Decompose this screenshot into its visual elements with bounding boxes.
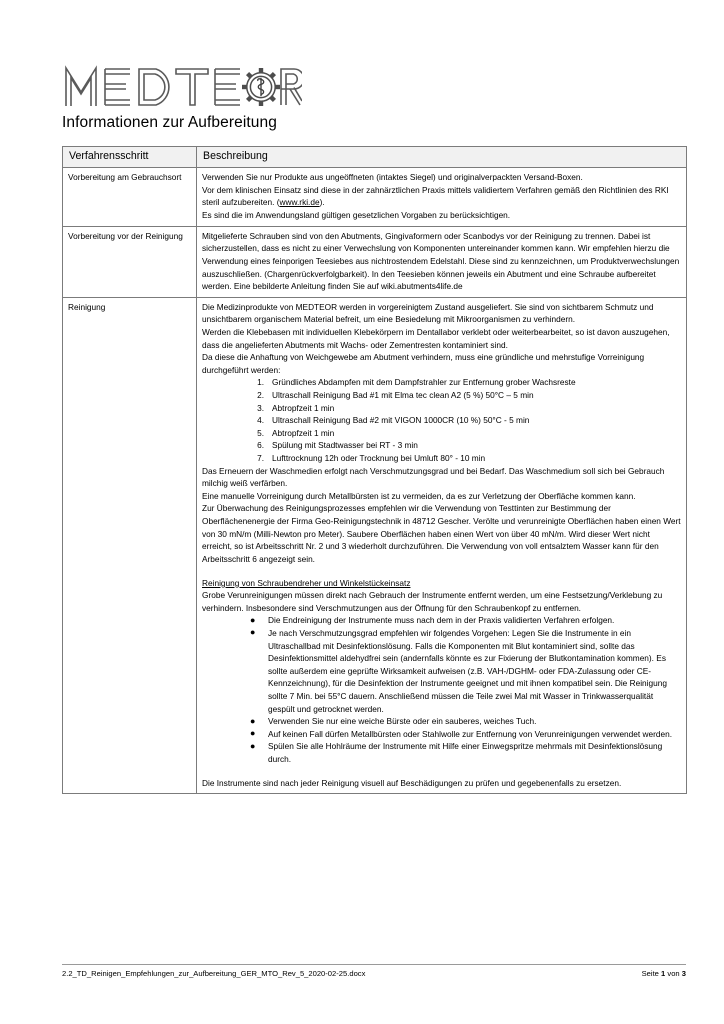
list-item (202, 402, 681, 415)
paragraph: Eine manuelle Vorreinigung durch Metallbürsten ist zu vermeiden, da es zur Verletzung der Oberfläche kommen kann. (202, 490, 636, 501)
gear-asclepius-logo (62, 58, 302, 114)
list-number: 3. (257, 402, 264, 413)
table-row (63, 226, 687, 297)
table-row (63, 168, 687, 226)
list-text: Abtropfzeit 1 min (272, 427, 335, 438)
asclepius-snake-icon (258, 78, 264, 95)
subheading-text: Reinigung von Schraubendreher und Winkelstückeinsatz (202, 577, 411, 588)
list-text: Spülung mit Stadtwasser bei RT - 3 min (272, 440, 418, 451)
bullet-icon: ● (250, 627, 256, 638)
list-item (202, 728, 681, 741)
list-item (202, 452, 681, 465)
list-item (202, 389, 681, 402)
list-text: Abtropfzeit 1 min (272, 402, 335, 413)
preparation-table (62, 146, 687, 794)
bullet-icon: ● (250, 715, 256, 726)
list-item (202, 614, 681, 627)
bullet-icon: ● (250, 728, 256, 739)
list-item (202, 427, 681, 440)
paragraph-closing: Die Instrumente sind nach jeder Reinigung visuell auf Beschädigungen zu prüfen und gegebenenfalls zu ersetzen. (202, 777, 622, 788)
subheading-reinigung-schraubendreher (202, 577, 681, 590)
column-header-beschreibung: Beschreibung (197, 147, 687, 168)
paragraph: Die Medizinprodukte von MEDTEOR werden in vorgereinigtem Zustand ausgeliefert. Sie sind von sichtbarem Schmutz und unsichtbarem organischem Material befreit, um eine Besiedelung mit Mikroorganismen zu verhindern. (202, 301, 654, 325)
table-row (63, 297, 687, 794)
paragraph: Vor dem klinischen Einsatz sind diese in der zahnärztlichen Praxis mittels validiertem Verfahren gemäß den Richtlinien des RKI steril aufzubereiten. (www.rki.de). (202, 184, 669, 208)
step-name-reinigung: Reinigung (63, 297, 197, 794)
list-number: 1. (257, 377, 264, 388)
footer-page-current: 1 (661, 969, 666, 978)
step-name-vorbereitung-vor-der-reinigung: Vorbereitung vor der Reinigung (63, 226, 197, 297)
footer-page-middle: von (667, 969, 680, 978)
spacer (202, 566, 681, 577)
table-header-row (63, 147, 687, 168)
list-item (202, 715, 681, 728)
paragraph: Werden die Klebebasen mit individuellen Klebekörpern im Dentallabor verklebt oder weiterbearbeitet, so ist davon auszugehen, dass die angelieferten Abutments mit Wachs- oder Zementresten kontaminiert sind. (202, 326, 670, 350)
medteor-logo (62, 58, 302, 114)
list-item (202, 627, 681, 715)
spacer (202, 766, 681, 777)
list-item (202, 414, 681, 427)
footer-page-prefix: Seite (641, 969, 659, 978)
bullet-icon: ● (250, 740, 256, 751)
list-item (202, 376, 681, 389)
bullet-icon: ● (250, 614, 256, 625)
instrument-cleaning-bullets (202, 614, 681, 765)
list-number: 4. (257, 415, 264, 426)
list-number: 6. (257, 440, 264, 451)
footer-filename: 2.2_TD_Reinigen_Empfehlungen_zur_Aufbereitung_GER_MTO_Rev_5_2020-02-25.docx (62, 969, 366, 978)
paragraph: Grobe Verunreinigungen müssen direkt nach Gebrauch der Instrumente entfernt werden, um eine Festsetzung/Verklebung zu verhindern. Insbesondere sind Verschmutzungen aus der Öffnung für den Schraubenkopf zu entfernen. (202, 590, 663, 613)
list-text: Je nach Verschmutzungsgrad empfehlen wir folgendes Vorgehen: Legen Sie die Instrumente in ein Ultraschallbad mit Desinfektionslösung. Falls die Komponenten mit Blut kontaminiert sind, sollte das Desinfektionsmittel aldehydfrei sein (andernfalls könnte es zur Fixierung der Blutkontamination kommen). Es sollte außerdem eine geprüfte Wirksamkeit aufweisen (z.B. VAH-/DGHM- oder FDA-Zulassung oder CE-Kennzeichnung), für die Desinfektion der Instrumente geeignet und mit ihnen kompatibel sein. Die Reinigung sollte 7 Min. bei 55°C dauern. Anschließend müssen die Teile zwei Mal mit Wasser in Trinkwasserqualität gespült und getrocknet werden. (268, 627, 667, 714)
list-text: Spülen Sie alle Hohlräume der Instrumente mit Hilfe einer Einwegspritze mehrmals mit Desinfektionslösung durch. (268, 741, 663, 765)
description-vorbereitung-am-gebrauchsort (197, 168, 687, 226)
page-footer (62, 964, 686, 978)
footer-page-number (642, 969, 686, 978)
gear-icon (242, 68, 280, 106)
paragraph: Da diese die Anhaftung von Weichgewebe am Abutment verhindern, muss eine gründliche und mehrstufige Vorreinigung durchgeführt werden: (202, 352, 645, 375)
list-number: 7. (257, 453, 264, 464)
paragraph: Es sind die im Anwendungsland gültigen gesetzlichen Vorgaben zu berücksichtigen. (202, 210, 511, 221)
rki-link[interactable]: www.rki.de (279, 197, 320, 208)
list-text: Ultraschall Reinigung Bad #1 mit Elma tec clean A2 (5 %) 50°C – 5 min (272, 389, 534, 400)
footer-page-total: 3 (681, 969, 686, 978)
list-text: Lufttrocknung 12h oder Trocknung bei Umluft 80° - 10 min (272, 453, 486, 464)
list-text: Verwenden Sie nur eine weiche Bürste oder ein sauberes, weiches Tuch. (268, 716, 537, 727)
description-reinigung (197, 297, 687, 794)
list-text: Gründliches Abdampfen mit dem Dampfstrahler zur Entfernung grober Wachsreste (272, 377, 576, 388)
list-number: 2. (257, 389, 264, 400)
paragraph: Das Erneuern der Waschmedien erfolgt nach Verschmutzungsgrad und bei Bedarf. Das Waschmedium soll sich bei Gebrauch milchig weiß verfärben. (202, 465, 665, 489)
step-name-vorbereitung-am-gebrauchsort: Vorbereitung am Gebrauchsort (63, 168, 197, 226)
list-number: 5. (257, 427, 264, 438)
paragraph: Mitgelieferte Schrauben sind von den Abutments, Gingivaformern oder Scanbodys vor der Reinigung zu trennen. Dabei ist sicherzustellen, dass es nicht zu einer Verwechslung von Komponenten untereinander kommen kann. Wir empfehlen hierzu die Verwendung eines feinporigen Teesiebes aus nichtrostendem Edelstahl. Diese sind zu kennzeichnen, um Produktverwechslungen auszuschließen. (Chargenrückverfolgbarkeit). In den Teesieben können jeweils ein Abutment und eine Schraube aufbereitet werden. Eine bebilderte Anleitung finden Sie auf wiki.abutments4life.de (202, 230, 680, 292)
list-text: Ultraschall Reinigung Bad #2 mit VIGON 1000CR (10 %) 50°C - 5 min (272, 415, 530, 426)
paragraph: Verwenden Sie nur Produkte aus ungeöffneten (intaktes Siegel) und originalverpackten Versand-Boxen. (202, 172, 583, 183)
column-header-verfahrensschritt: Verfahrensschritt (63, 147, 197, 168)
list-item (202, 439, 681, 452)
description-vorbereitung-vor-der-reinigung (197, 226, 687, 297)
paragraph: Zur Überwachung des Reinigungsprozesses empfehlen wir die Verwendung von Testtinten zur Bestimmung der Oberflächenenergie der Firma Geo-Reinigungstechnik in 48712 Gescher. Verölte und verunreinigte Oberflächen haben einen Wert von 30 mN/m (Milli-Newton pro Meter). Saubere Oberflächen haben einen Wert von über 40 mN/m. Wird dieser Wert nicht erreicht, so ist Arbeitsschritt Nr. 2 und 3 wiederholt durchzuführen. Die Verwendung von voll entsalztem Wasser kann für den Arbeitsschritt 6 angezeigt sein. (202, 503, 681, 564)
cleaning-steps-list (202, 376, 681, 464)
list-item (202, 740, 681, 765)
list-text: Die Endreinigung der Instrumente muss nach dem in der Praxis validierten Verfahren erfolgen. (268, 615, 615, 626)
page-title: Informationen zur Aufbereitung (62, 114, 277, 131)
list-text: Auf keinen Fall dürfen Metallbürsten oder Stahlwolle zur Entfernung von Verunreinigungen verwendet werden. (268, 728, 673, 739)
